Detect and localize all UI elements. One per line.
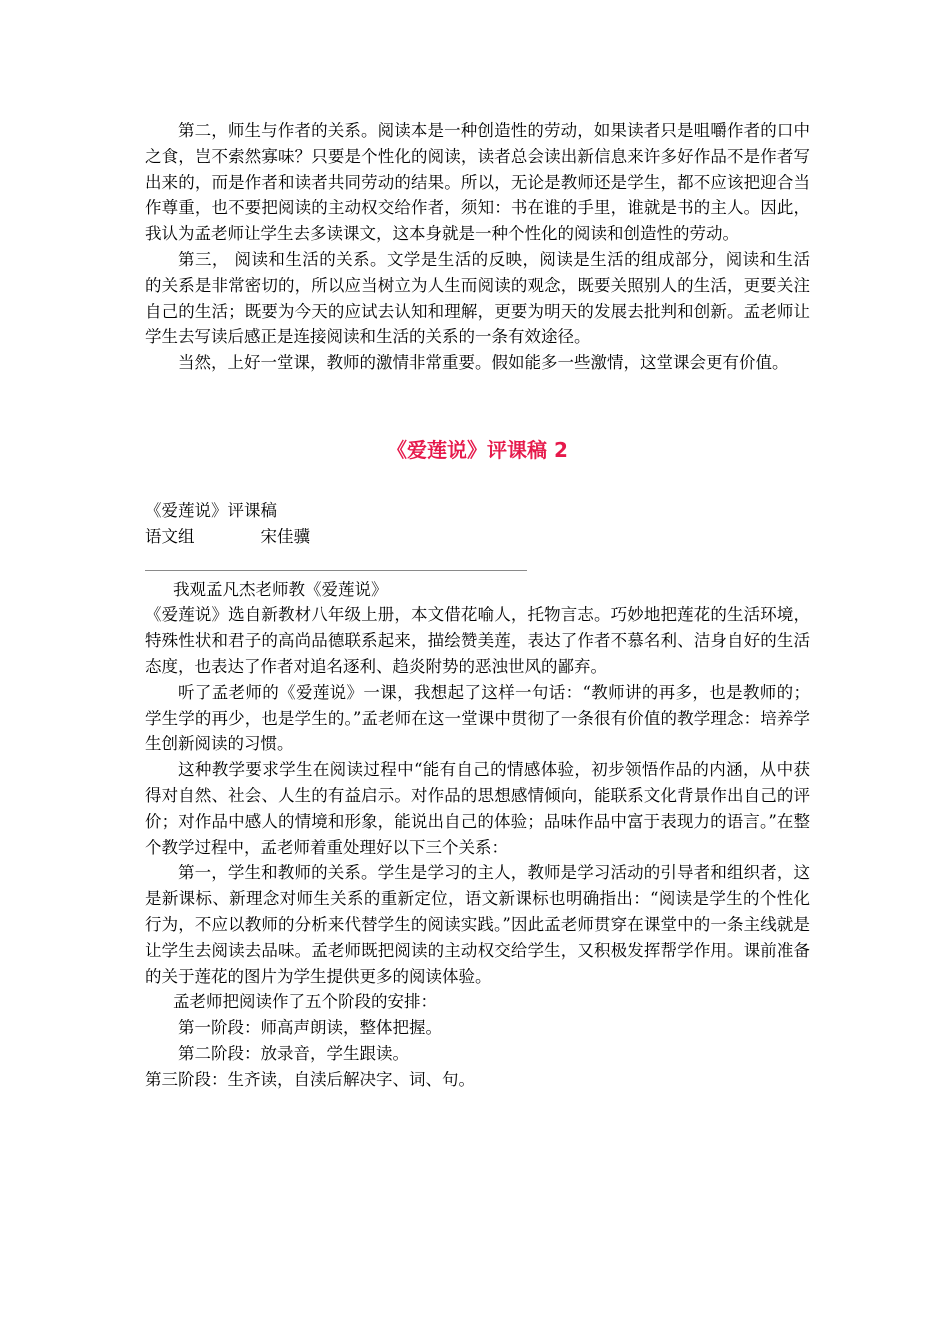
paragraph-intro: 《爱莲说》选自新教材八年级上册，本文借花喻人，托物言志。巧妙地把莲花的生活环境，特殊性状和君子的高尚品德联系起来，描绘赞美莲，表达了作者不慕名利、洁身自好的生活态度，也表达了作者对追名逐利、趋炎附势的恶浊世风的鄙弃。 bbox=[145, 605, 810, 676]
stage-one: 第一阶段：师高声朗读，整体把握。 bbox=[178, 1018, 442, 1038]
section-spacer bbox=[145, 376, 810, 434]
paragraph-teacher-author-relation: 第二，师生与作者的关系。阅读本是一种创造性的劳动，如果读者只是咀嚼作者的口中之食，岂不索然寡味？只要是个性化的阅读，读者总会读出新信息来许多好作品不是作者写出来的，而是作者和读者共同劳动的结果。所以，无论是教师还是学生，都不应该把迎合当作尊重，也不要把阅读的主动权交给作者，须知：书在谁的手里，谁就是书的主人。因此，我认为孟老师让学生去多读课文，这本身就是一种个性化的阅读和创造性的劳动。 bbox=[145, 121, 810, 244]
section-title: 《爱莲说》评课稿 2 bbox=[387, 437, 568, 462]
byline-group: 语文组 bbox=[145, 526, 195, 546]
stage-two: 第二阶段：放录音，学生跟读。 bbox=[178, 1043, 409, 1063]
paragraph-passion: 当然，上好一堂课，教师的激情非常重要。假如能多一些激情，这堂课会更有价值。 bbox=[178, 353, 789, 373]
paragraph-requirements: 这种教学要求学生在阅读过程中“能有自己的情感体验，初步领悟作品的内涵，从中获得对自然、社会、人生的有益启示。对作品的思想感情倾向，能联系文化背景作出自己的评价；对作品中感人的情境和形象，能说出自己的体验；品味作品中富于表现力的语言。”在整个教学过程中，孟老师着重处理好以下三个关系： bbox=[145, 760, 810, 857]
title-spacer bbox=[145, 463, 810, 498]
subtitle: 《爱莲说》评课稿 bbox=[145, 500, 277, 520]
paragraph-listening: 听了孟老师的《爱莲说》一课，我想起了这样一句话：“教师讲的再多，也是教师的；学生学的再少，也是学生的。”孟老师在这一堂课中贯彻了一条很有价值的教学理念：培养学生创新阅读的习惯。 bbox=[145, 682, 810, 754]
document-page bbox=[145, 118, 810, 1093]
lead-line: 我观孟凡杰老师教《爱莲说》 bbox=[173, 579, 388, 599]
byline bbox=[145, 524, 810, 550]
divider-line bbox=[145, 570, 527, 571]
paragraph-student-teacher-relation: 第一，学生和教师的关系。学生是学习的主人，教师是学习活动的引导者和组织者，这是新课标、新理念对师生关系的重新定位，语文新课标也明确指出：“阅读是学生的个性化行为，不应以教师的分析来代替学生的阅读实践。”因此孟老师贯穿在课堂中的一条主线就是让学生去阅读去品味。孟老师既把阅读的主动权交给学生，又积极发挥帮学作用。课前准备的关于莲花的图片为学生提供更多的阅读体验。 bbox=[145, 863, 810, 986]
stage-three: 第三阶段：生齐读，自渎后解决字、词、句。 bbox=[145, 1069, 475, 1089]
paragraph-reading-life-relation: 第三， 阅读和生活的关系。文学是生活的反映，阅读是生活的组成部分，阅读和生活的关系是非常密切的，所以应当树立为人生而阅读的观念，既要关照别人的生活，更要关注自己的生活；既要为今天的应试去认知和理解，更要为明天的发展去批判和创新。孟老师让学生去写读后感正是连接阅读和生活的关系的一条有效途径。 bbox=[145, 249, 810, 347]
byline-author: 宋佳骥 bbox=[260, 526, 310, 546]
stages-intro: 孟老师把阅读作了五个阶段的安排： bbox=[173, 992, 438, 1012]
